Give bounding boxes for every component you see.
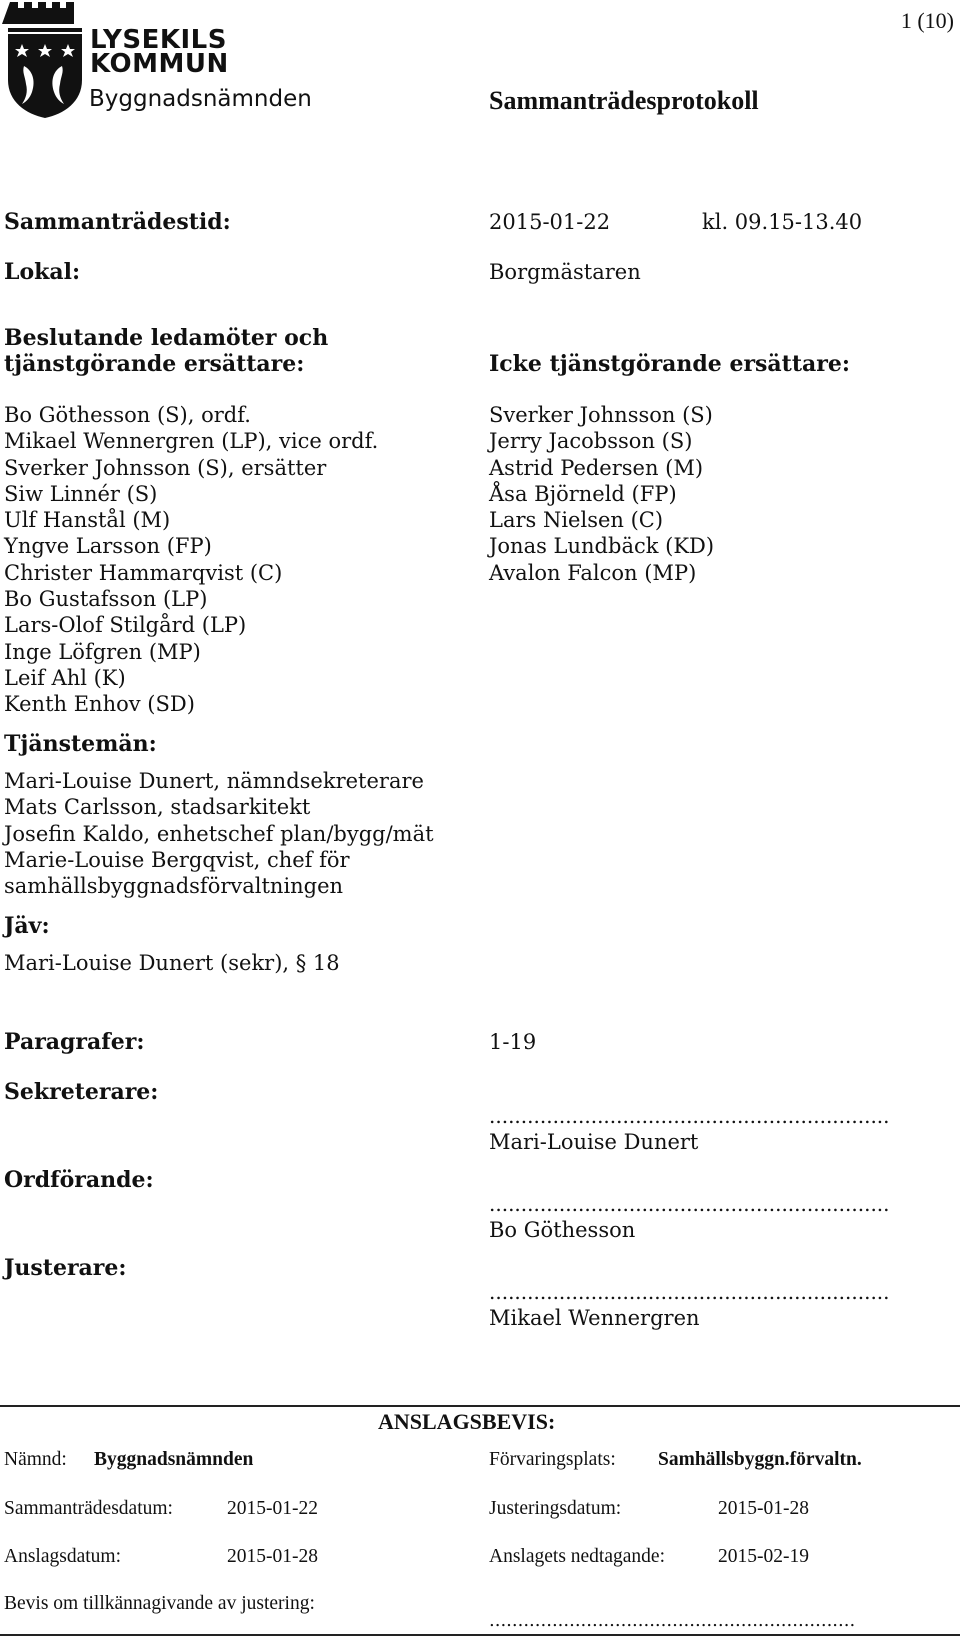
list-item: Bo Gustafsson (LP) xyxy=(4,587,208,612)
crest-icon xyxy=(4,0,82,120)
list-item: Jerry Jacobsson (S) xyxy=(489,429,693,454)
conflict-heading: Jäv: xyxy=(4,913,50,939)
paragraphs-label: Paragrafer: xyxy=(4,1029,145,1055)
list-item: Mikael Wennergren (LP), vice ordf. xyxy=(4,429,379,454)
meeting-date-value: 2015-01-22 xyxy=(227,1498,318,1519)
substitutes-list xyxy=(489,402,714,586)
list-item: Mari-Louise Dunert, nämndsekreterare xyxy=(4,769,424,793)
signature-line: ............................................................... xyxy=(489,1280,890,1304)
meeting-place: Borgmästaren xyxy=(489,260,641,284)
adjust-date-value: 2015-01-28 xyxy=(718,1498,809,1519)
list-item: Mats Carlsson, stadsarkitekt xyxy=(4,795,311,820)
page-number: 1 (10) xyxy=(900,8,954,33)
notice-top-divider xyxy=(0,1405,960,1407)
board-value: Byggnadsnämnden xyxy=(94,1449,254,1470)
list-item: Jonas Lundbäck (KD) xyxy=(489,534,715,559)
list-item: Avalon Falcon (MP) xyxy=(489,560,697,585)
signature-line: ............................................................... xyxy=(489,1104,890,1128)
list-item: Yngve Larsson (FP) xyxy=(4,534,212,559)
conflict-text: Mari-Louise Dunert (sekr), § 18 xyxy=(4,951,340,975)
list-item: samhällsbyggnadsförvaltningen xyxy=(4,874,344,899)
list-item: Lars Nielsen (C) xyxy=(489,508,664,533)
list-item: Inge Löfgren (MP) xyxy=(4,639,201,664)
logo-department: Byggnadsnämnden xyxy=(89,86,312,112)
list-item: Leif Ahl (K) xyxy=(4,665,126,690)
board-label: Nämnd: xyxy=(4,1449,67,1470)
officials-list xyxy=(4,768,434,899)
list-item: Josefin Kaldo, enhetschef plan/bygg/mät xyxy=(4,821,434,846)
adjuster-name: Mikael Wennergren xyxy=(489,1306,700,1330)
logo-line2: KOMMUN xyxy=(90,49,229,79)
secretary-label: Sekreterare: xyxy=(4,1079,159,1105)
officials-heading: Tjänstemän: xyxy=(4,731,157,757)
document-title: Sammanträdesprotokoll xyxy=(489,86,759,115)
proof-label: Bevis om tillkännagivande av justering: xyxy=(4,1593,315,1614)
notice-title: ANSLAGSBEVIS: xyxy=(378,1409,556,1434)
adjuster-label: Justerare: xyxy=(4,1255,127,1281)
list-item: Marie-Louise Bergqvist, chef för xyxy=(4,847,350,872)
list-item: Lars-Olof Stilgård (LP) xyxy=(4,613,247,638)
adjust-date-label: Justeringsdatum: xyxy=(489,1498,622,1519)
chair-name: Bo Göthesson xyxy=(489,1218,636,1242)
list-item: Bo Göthesson (S), ordf. xyxy=(4,403,251,427)
list-item: Kenth Enhov (SD) xyxy=(4,692,195,717)
list-item: Christer Hammarqvist (C) xyxy=(4,560,283,585)
paragraphs-value: 1-19 xyxy=(489,1030,537,1054)
logo-line1: LYSEKILS xyxy=(90,25,227,55)
list-item: Ulf Hanstål (M) xyxy=(4,508,171,533)
members-heading: Beslutande ledamöter och tjänstgörande ersättare: xyxy=(4,325,329,377)
signature-line: ............................................................... xyxy=(489,1192,890,1216)
meeting-date: 2015-01-22 xyxy=(489,210,611,234)
meeting-time-label: Sammanträdestid: xyxy=(4,209,231,235)
meeting-date-label: Sammanträdesdatum: xyxy=(4,1498,173,1519)
storage-label: Förvaringsplats: xyxy=(489,1449,616,1470)
secretary-name: Mari-Louise Dunert xyxy=(489,1130,699,1154)
list-item: Astrid Pedersen (M) xyxy=(489,455,704,480)
municipal-crest xyxy=(4,0,82,120)
list-item: Sverker Johnsson (S), ersätter xyxy=(4,455,327,480)
chair-label: Ordförande: xyxy=(4,1167,154,1193)
posted-date-label: Anslagsdatum: xyxy=(4,1546,121,1567)
members-list xyxy=(4,402,378,718)
posted-date-value: 2015-01-28 xyxy=(227,1546,318,1567)
substitutes-heading: Icke tjänstgörande ersättare: xyxy=(489,351,850,377)
meeting-time: kl. 09.15-13.40 xyxy=(702,210,863,234)
storage-value: Samhällsbyggn.förvaltn. xyxy=(658,1449,862,1470)
meeting-place-label: Lokal: xyxy=(4,259,81,285)
list-item: Åsa Björneld (FP) xyxy=(489,481,677,506)
list-item: Siw Linnér (S) xyxy=(4,481,158,506)
list-item: Sverker Johnsson (S) xyxy=(489,403,713,427)
removed-date-label: Anslagets nedtagande: xyxy=(489,1546,665,1567)
removed-date-value: 2015-02-19 xyxy=(718,1546,809,1567)
notice-bottom-divider xyxy=(0,1634,960,1636)
proof-signature-line: ................................................................ xyxy=(489,1610,856,1631)
